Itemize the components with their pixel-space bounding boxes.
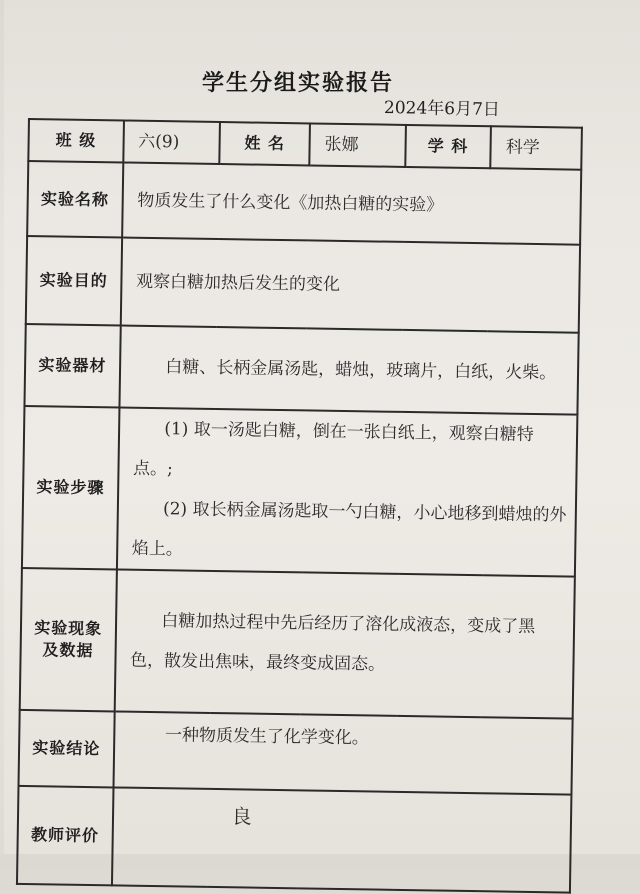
experiment-name-value: 物质发生了什么变化《加热白糖的实验》 <box>122 162 582 244</box>
report-table <box>16 118 583 894</box>
page-title: 学生分组实验报告 <box>202 71 395 96</box>
materials-label: 实验器材 <box>24 324 120 407</box>
phenomena-text: 白糖加热过程中先后经历了溶化成液态，变成了黑色，散发出焦味，最终变成固态。 <box>129 611 536 675</box>
steps-label: 实验步骤 <box>22 406 119 569</box>
purpose-row <box>26 236 580 333</box>
subject-label: 学 科 <box>405 125 491 168</box>
materials-row <box>24 324 578 415</box>
experiment-name-label: 实验名称 <box>27 161 123 237</box>
conclusion-row <box>19 710 573 795</box>
purpose-value: 观察白糖加热后发生的变化 <box>120 237 580 332</box>
report-sheet <box>4 0 640 854</box>
phenomena-value <box>114 569 575 718</box>
materials-text: 白糖、长柄金属汤匙，蜡烛，玻璃片，白纸，火柴。 <box>165 357 557 384</box>
conclusion-value: 一种物质发生了化学变化。 <box>113 711 573 794</box>
phenomena-row <box>20 568 575 719</box>
evaluation-value: 良 <box>112 787 572 892</box>
conclusion-label: 实验结论 <box>19 710 115 787</box>
evaluation-row <box>17 786 571 893</box>
phenomena-label <box>20 568 117 711</box>
subject-value: 科学 <box>490 126 581 169</box>
name-value: 张娜 <box>309 123 405 166</box>
name-label: 姓 名 <box>220 122 310 165</box>
steps-row <box>22 406 577 577</box>
step-2-text: (2) 取长柄金属汤匙取一勺白糖，小心地移到蜡烛的外焰上。 <box>131 499 567 560</box>
phenomena-label-line1: 实验现象 <box>34 618 103 639</box>
class-value: 六(9) <box>123 121 220 165</box>
step-1-text: (1) 取一汤匙白糖，倒在一张白纸上，观察白糖特点。; <box>132 419 534 480</box>
materials-value <box>119 325 579 414</box>
purpose-label: 实验目的 <box>26 236 122 325</box>
experiment-name-row <box>27 161 581 245</box>
phenomena-label-line2: 及数据 <box>42 640 94 661</box>
class-label: 班 级 <box>28 119 123 162</box>
evaluation-label: 教师评价 <box>17 786 113 885</box>
report-date: 2024年6月7日 <box>383 97 501 121</box>
steps-value <box>116 407 577 576</box>
